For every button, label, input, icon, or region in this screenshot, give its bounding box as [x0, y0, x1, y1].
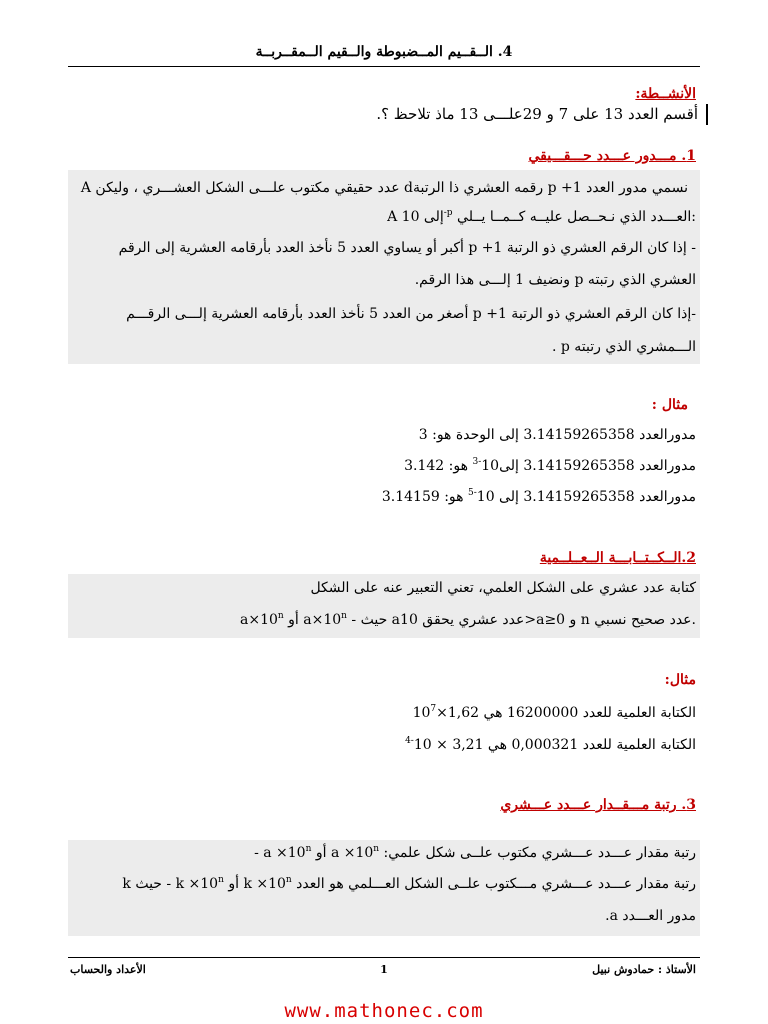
s2-line2: $a\times 10^n$ أو $a\times 10^n$ - حيث aعدد عشري يحقق 10>a≥0 و n عدد صحيح نسبي.	[240, 611, 696, 628]
activities-question: أقسم العدد 13 على 7 و 29علـــى 13 ماذ تلاحظ ؟.	[376, 105, 698, 123]
s1-line1: A عدد حقيقي مكتوب علـــى الشكل العشـــري ، وليكن dرقمه العشري ذا الرتبة p +1 نسمي مدور العدد	[80, 180, 688, 196]
footer-page-number: 1	[380, 963, 388, 976]
example1-heading: مثال :	[651, 397, 688, 413]
page-header-title: 4. الــقــيم المــضبوطة والــقيم الــمقــربــة	[255, 44, 513, 60]
s1-line5: -إذا كان الرقم العشري ذو الرتبة p +1 أصغر من العدد 5 نأخذ العدد بأرقامه العشرية إلـــى الرقـــم	[126, 306, 696, 322]
example1-line: مدورالعدد 3.14159265358 إلى $10^{-5}$ هو: 3.14159	[381, 488, 696, 505]
s1-line3: - إذا كان الرقم العشري ذو الرتبة p +1 أكبر أو يساوي العدد 5 نأخذ العدد بأرقامه العشرية إلى الرقم	[118, 240, 696, 256]
s1-line4: العشري الذي رتبته p ونضيف 1 إلـــى هذا الرقم.	[414, 272, 696, 288]
footer-teacher: الأستاذ : حمادوش نبيل	[592, 963, 696, 976]
s3-line2: رتبة مقدار عـــدد عـــشري مـــكتوب علــى الشكل العـــلمي هو العدد $k \times 10^n$ أو $k \times 10^n$ - حيث k	[122, 875, 696, 892]
watermark-url[interactable]: www.mathonec.com	[284, 1000, 484, 1022]
footer-subject: الأعداد والحساب	[70, 963, 146, 976]
activities-heading: الأنشــطة:	[635, 86, 696, 102]
section2-heading: 2.الــكــتــابـــة الــعــلــمية	[539, 550, 696, 566]
header-rule	[68, 66, 700, 67]
example2-line: الكتابة العلمية للعدد 16200000 هي $1,62\times 10^7$	[412, 704, 696, 721]
example2-line: الكتابة العلمية للعدد 0,000321 هي $3,21 \times 10^{-4}$	[405, 736, 696, 753]
section1-heading: 1. مـــدور عـــدد حـــقـــيقي	[528, 148, 696, 164]
example1-line: مدورالعدد 3.14159265358 $إلى10^{-3}$ هو: 3.142	[404, 457, 696, 474]
s2-line1: كتابة عدد عشري على الشكل العلمي، تعني التعبير عنه على الشكل	[310, 580, 696, 596]
section3-heading: 3. رتبة مـــقــدار عـــدد عـــشري	[500, 797, 696, 813]
s3-line3: مدور العـــدد a.	[605, 908, 696, 924]
activity-bar	[706, 104, 708, 125]
footer-rule	[68, 957, 700, 958]
s3-line1: رتبة مقدار عـــدد عـــشري مكتوب علــى شكل علمي: $a \times 10^n$ أو $a \times 10^n$ -	[254, 844, 696, 861]
definition-box-1	[68, 170, 700, 364]
example1-line: مدورالعدد 3.14159265358 إلى الوحدة هو: 3	[418, 427, 696, 443]
s1-line6: الـــمشري الذي رتبته p .	[551, 339, 696, 355]
s1-line2: A إلى $10^{-p}$ العـــدد الذي نـحــصل عليــه كــمــا يــلي:	[387, 208, 696, 225]
example2-heading: مثال:	[664, 672, 696, 688]
